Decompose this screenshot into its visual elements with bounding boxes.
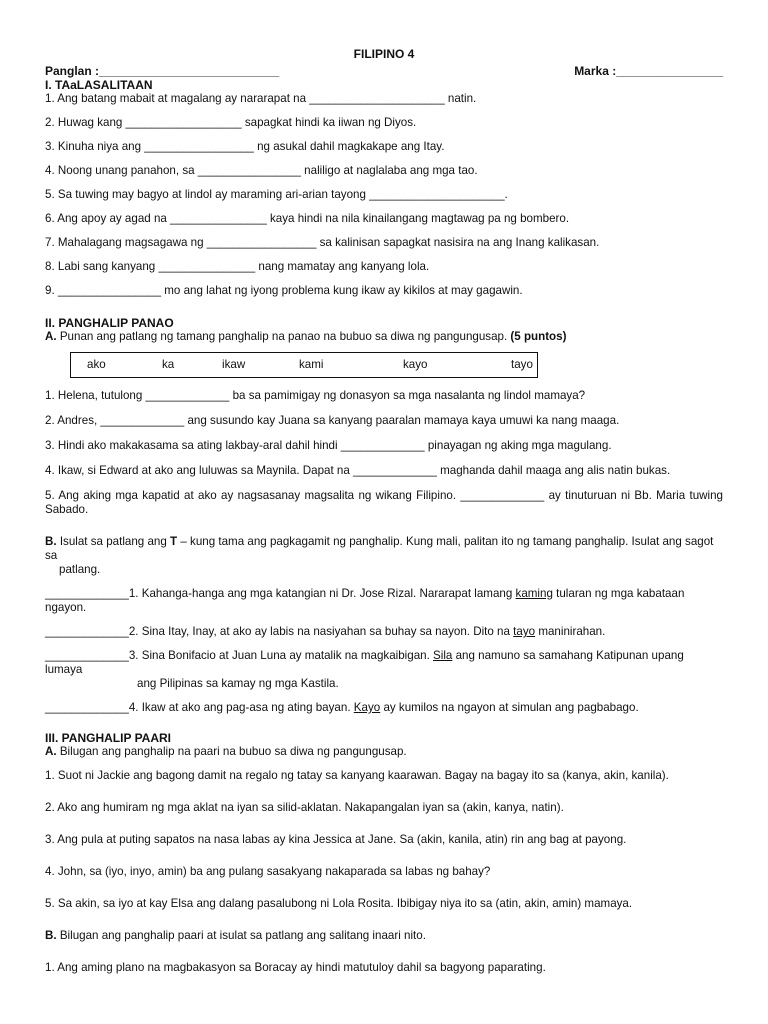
sec2b-item bbox=[45, 649, 723, 691]
underlined-pronoun: kaming bbox=[515, 587, 553, 600]
sec2a-item: 3. Hindi ako makakasama sa ating lakbay-aral dahil hindi _____________ pinayagan ng aking mga magulang. bbox=[45, 439, 612, 452]
sec3b-instructions bbox=[45, 929, 723, 943]
sec2b-item-text: ay kumilos na ngayon at simulan ang pagbabago. bbox=[380, 701, 639, 714]
sec2a-instr-text: Punan ang patlang ng tamang panghalip na panao na bubuo sa diwa ng pangungusap. bbox=[56, 330, 511, 343]
sec2a-label: A. bbox=[45, 330, 57, 343]
sec2b-item bbox=[45, 625, 723, 639]
sec2b-instr-cont: patlang. bbox=[59, 563, 101, 576]
word-bank-box bbox=[70, 352, 538, 378]
word-bank-item: tayo bbox=[511, 358, 533, 371]
underlined-pronoun: tayo bbox=[513, 625, 536, 638]
sec2a-item: 5. Ang aking mga kapatid at ako ay nagsasanay magsalita ng wikang Filipino. _____________ ay tinuturuan ni Bb. Maria tuwing Sabado. bbox=[45, 489, 723, 516]
sec2b-item-text: tularan ng mga kabataan ngayon. bbox=[45, 587, 685, 614]
sec2a-points: (5 puntos) bbox=[510, 330, 567, 343]
sec2a-item: 2. Andres, _____________ ang susundo kay Juana sa kanyang paaralan mamaya kaya umuwi ka nang maaga. bbox=[45, 414, 620, 427]
sec1-item: 6. Ang apoy ay agad na _______________ kaya hindi na nila kinailangang magtawag pa ng bombero. bbox=[45, 212, 570, 225]
word-bank-item: ikaw bbox=[222, 358, 246, 371]
section-3-heading: III. PANGHALIP PAARI bbox=[45, 731, 172, 745]
sec3b-label: B. bbox=[45, 929, 57, 942]
word-bank-item: ako bbox=[87, 358, 106, 371]
sec2b-item-text: ang namuno sa samahang Katipunan upang lumaya bbox=[45, 649, 684, 676]
sec2b-item bbox=[45, 587, 723, 615]
header-row bbox=[45, 64, 723, 78]
sec2b-item-text: _____________3. Sina Bonifacio at Juan Luna ay matalik na magkaibigan. bbox=[45, 649, 434, 662]
sec3a-item: 5. Sa akin, sa iyo at kay Elsa ang dalang pasalubong ni Lola Rosita. Ibibigay niya ito sa (atin, akin, amin) mamaya. bbox=[45, 897, 633, 910]
sec1-item: 2. Huwag kang __________________ sapagkat hindi ka iiwan ng Diyos. bbox=[45, 116, 417, 129]
sec2b-item bbox=[45, 701, 723, 715]
sec2b-t-marker: T bbox=[170, 535, 178, 548]
sec2b-instr-text: – kung tama ang pagkagamit ng panghalip. Kung mali, palitan ito ng tamang panghalip. Isulat ang sagot sa bbox=[45, 535, 714, 562]
sec3a-instructions bbox=[45, 745, 723, 759]
score-field-label: Marka :________________ bbox=[574, 64, 723, 78]
sec1-item: 4. Noong unang panahon, sa ________________ naliligo at naglalaba ang mga tao. bbox=[45, 164, 478, 177]
sec3a-item: 3. Ang pula at puting sapatos na nasa labas ay kina Jessica at Jane. Sa (akin, kanila, atin) rin ang bag at payong. bbox=[45, 833, 627, 846]
sec1-item: 5. Sa tuwing may bagyo at lindol ay maraming ari-arian tayong _____________________. bbox=[45, 188, 508, 201]
sec1-item: 1. Ang batang mabait at magalang ay nararapat na _____________________ natin. bbox=[45, 92, 477, 105]
sec3b-item: 1. Ang aming plano na magbakasyon sa Boracay ay hindi matutuloy dahil sa bagyong paparating. bbox=[45, 961, 546, 974]
sec2b-item-text: _____________2. Sina Itay, Inay, at ako ay labis na nasiyahan sa buhay sa nayon. Dito na bbox=[45, 625, 514, 638]
sec2b-item-cont: ang Pilipinas sa kamay ng mga Kastila. bbox=[137, 677, 339, 690]
sec2b-instr-text: Isulat sa patlang ang bbox=[56, 535, 171, 548]
word-bank-item: kami bbox=[299, 358, 324, 371]
sec2a-instructions bbox=[45, 330, 723, 344]
underlined-pronoun: Sila bbox=[433, 649, 453, 662]
sec1-item: 7. Mahalagang magsagawa ng _________________ sa kalinisan sapagkat nasisira na ang Inang kalikasan. bbox=[45, 236, 600, 249]
sec2a-item: 4. Ikaw, si Edward at ako ang luluwas sa Maynila. Dapat na _____________ maghanda dahil maaga ang alis natin bukas. bbox=[45, 464, 671, 477]
sec1-item: 3. Kinuha niya ang _________________ ng asukal dahil magkakape ang Itay. bbox=[45, 140, 445, 153]
sec3a-item: 2. Ako ang humiram ng mga aklat na iyan sa silid-aklatan. Nakapangalan iyan sa (akin, kanya, natin). bbox=[45, 801, 564, 814]
sec2a-item: 1. Helena, tutulong _____________ ba sa pamimigay ng donasyon sa mga nasalanta ng lindol mamaya? bbox=[45, 389, 586, 402]
sec3b-instr-text: Bilugan ang panghalip paari at isulat sa patlang ang salitang inaari nito. bbox=[56, 929, 426, 942]
section-2-heading: II. PANGHALIP PANAO bbox=[45, 316, 174, 330]
word-bank-item: ka bbox=[162, 358, 175, 371]
sec2b-label: B. bbox=[45, 535, 57, 548]
sec1-item: 9. ________________ mo ang lahat ng iyong problema kung ikaw ay kikilos at may gagawin. bbox=[45, 284, 523, 297]
sec2b-item-text: _____________4. Ikaw at ako ang pag-asa ng ating bayan. bbox=[45, 701, 354, 714]
underlined-pronoun: Kayo bbox=[353, 701, 381, 714]
sec3a-label: A. bbox=[45, 745, 57, 758]
sec2b-item-text: maninirahan. bbox=[535, 625, 606, 638]
sec3a-item: 1. Suot ni Jackie ang bagong damit na regalo ng tatay sa kanyang kaarawan. Bagay na bagay ito sa (kanya, akin, kanila). bbox=[45, 769, 669, 782]
sec3a-item: 4. John, sa (iyo, inyo, amin) ba ang pulang sasakyang nakaparada sa labas ng bahay? bbox=[45, 865, 491, 878]
word-bank-item: kayo bbox=[403, 358, 428, 371]
sec2b-item-text: _____________1. Kahanga-hanga ang mga katangian ni Dr. Jose Rizal. Nararapat lamang bbox=[45, 587, 516, 600]
section-1-heading: I. TAaLASALITAAN bbox=[45, 78, 153, 92]
name-field-label: Panglan :___________________________ bbox=[45, 64, 280, 78]
page-title: FILIPINO 4 bbox=[353, 47, 415, 61]
sec2b-instructions bbox=[45, 535, 723, 563]
worksheet bbox=[45, 44, 723, 975]
sec1-item: 8. Labi sang kanyang _______________ nang mamatay ang kanyang lola. bbox=[45, 260, 430, 273]
sec3a-instr-text: Bilugan ang panghalip na paari na bubuo sa diwa ng pangungusap. bbox=[56, 745, 407, 758]
